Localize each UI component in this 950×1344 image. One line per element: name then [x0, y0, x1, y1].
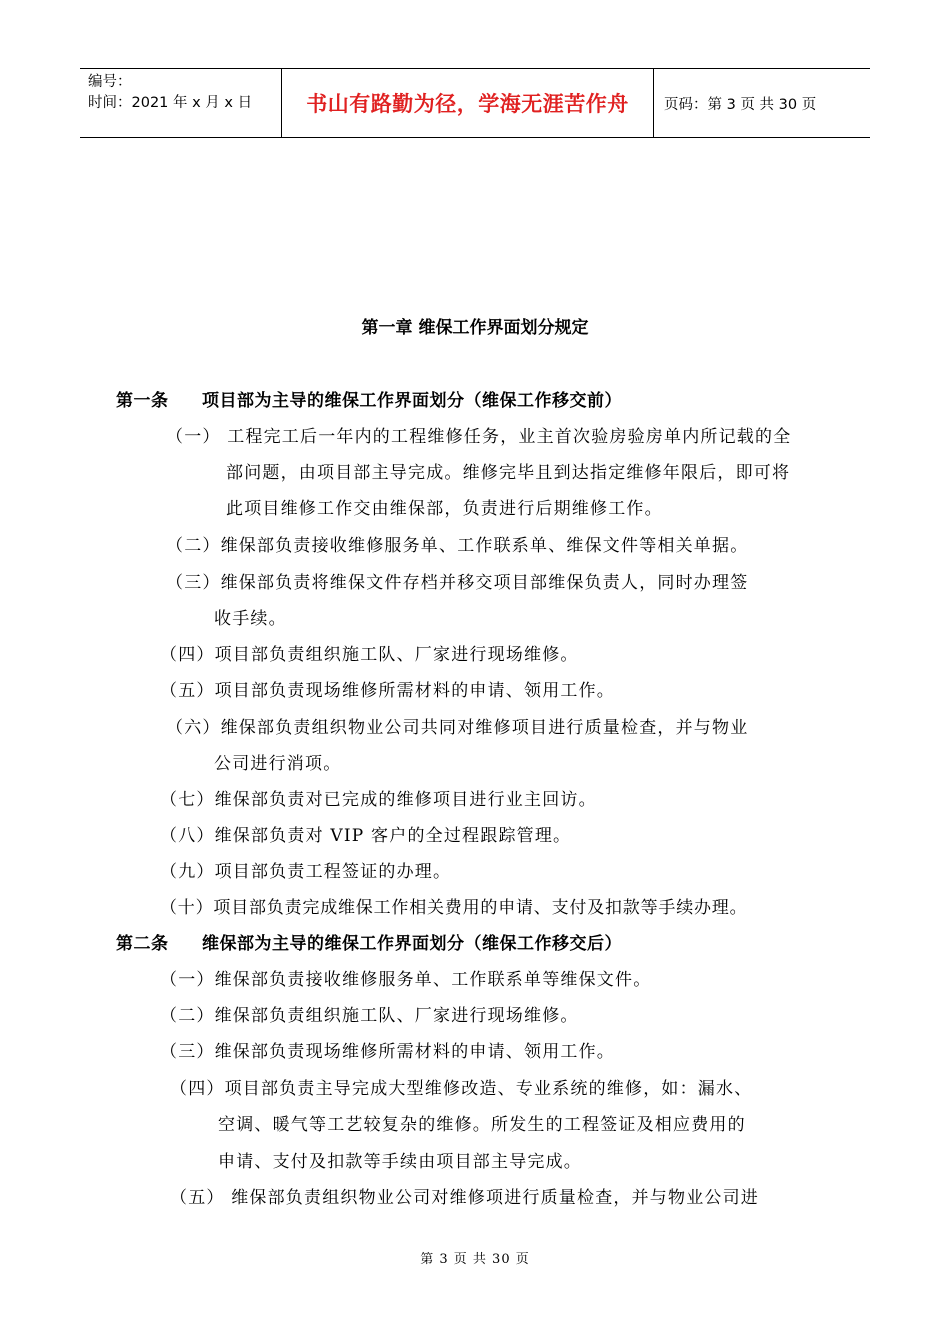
article-2-line: 申请、支付及扣款等手续由项目部主导完成。	[218, 1152, 582, 1172]
article-1-line: （十）项目部负责完成维保工作相关费用的申请、支付及扣款等手续办理。	[160, 898, 748, 918]
article-2-line: （三）维保部负责现场维修所需材料的申请、领用工作。	[160, 1042, 615, 1062]
article-1-line: （五）项目部负责现场维修所需材料的申请、领用工作。	[160, 681, 615, 701]
article-1-line: （四）项目部负责组织施工队、厂家进行现场维修。	[160, 645, 579, 665]
header-slogan-cell	[282, 69, 654, 137]
chapter-title: 第一章 维保工作界面划分规定	[361, 318, 589, 338]
article-1-heading	[116, 386, 622, 411]
article-2-heading	[116, 929, 622, 954]
article-1-line: （八）维保部负责对 VIP 客户的全过程跟踪管理。	[160, 826, 572, 846]
article-2-line: （五） 维保部负责组织物业公司对维修项进行质量检查，并与物业公司进	[170, 1188, 760, 1208]
article-1-line: （一） 工程完工后一年内的工程维修任务，业主首次验房验房单内所记载的全	[166, 427, 792, 447]
article-2-title: 维保部为主导的维保工作界面划分（维保工作移交后）	[202, 934, 622, 954]
header-slogan: 书山有路勤为径，学海无涯苦作舟	[306, 92, 629, 116]
article-2-line: （一）维保部负责接收维修服务单、工作联系单等维保文件。	[160, 970, 652, 990]
header-page-cell	[654, 69, 870, 137]
article-1-line: （三）维保部负责将维保文件存档并移交项目部维保负责人，同时办理签	[166, 573, 749, 593]
page-footer: 第 3 页 共 30 页	[420, 1252, 530, 1267]
article-2-line: 空调、暖气等工艺较复杂的维修。所发生的工程签证及相应费用的	[218, 1115, 746, 1135]
article-1-line: （七）维保部负责对已完成的维修项目进行业主回访。	[160, 790, 597, 810]
header-page-info: 页码：第 3 页 共 30 页	[664, 96, 817, 113]
article-1-line: （九）项目部负责工程签证的办理。	[160, 862, 452, 882]
document-header	[80, 68, 870, 138]
header-meta	[80, 69, 282, 137]
article-2-number: 第二条	[116, 934, 169, 954]
article-1-line: 收手续。	[214, 609, 287, 629]
article-2-line: （四）项目部负责主导完成大型维修改造、专业系统的维修，如：漏水、	[170, 1079, 753, 1099]
article-1-line: （二）维保部负责接收维修服务单、工作联系单、维保文件等相关单据。	[166, 536, 749, 556]
article-1-title: 项目部为主导的维保工作界面划分（维保工作移交前）	[202, 391, 622, 411]
article-1-line: 公司进行消项。	[214, 754, 342, 774]
article-1-line: 部问题，由项目部主导完成。维修完毕且到达指定维修年限后，即可将	[226, 463, 791, 483]
document-time-label: 时间：2021 年 x 月 x 日	[88, 95, 253, 111]
article-2-line: （二）维保部负责组织施工队、厂家进行现场维修。	[160, 1006, 579, 1026]
article-1-number: 第一条	[116, 391, 169, 411]
document-number-label: 编号：	[88, 74, 132, 90]
article-1-line: 此项目维修工作交由维保部，负责进行后期维修工作。	[226, 499, 663, 519]
article-1-line: （六）维保部负责组织物业公司共同对维修项目进行质量检查，并与物业	[166, 718, 749, 738]
